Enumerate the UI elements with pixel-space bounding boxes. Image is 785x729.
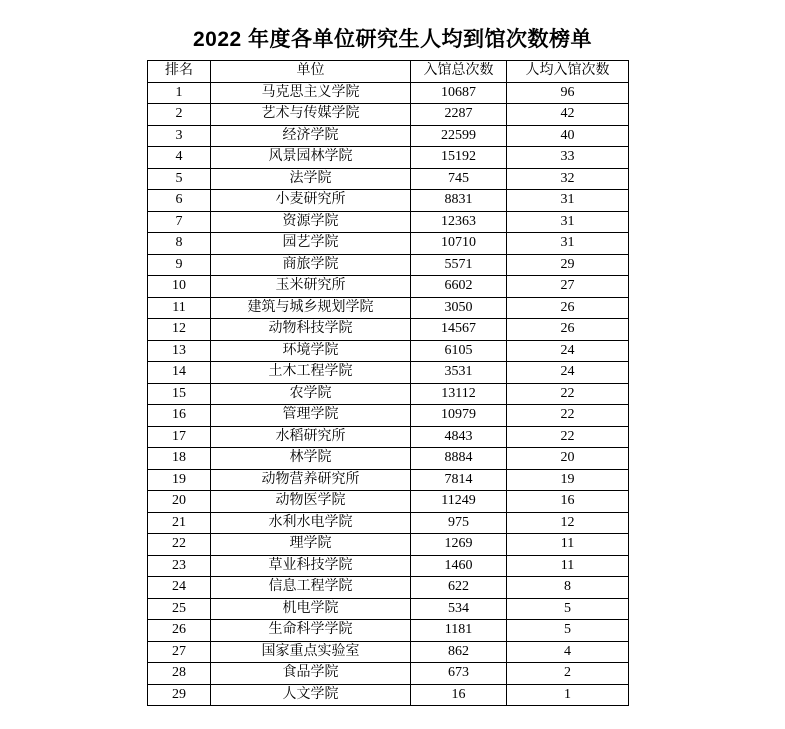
rank-cell: 9 [148,254,211,276]
total-visits-cell: 3531 [411,362,507,384]
total-visits-cell: 7814 [411,469,507,491]
rank-cell: 21 [148,512,211,534]
document-page [0,28,785,729]
total-visits-cell: 11249 [411,491,507,513]
per-capita-cell: 31 [507,211,629,233]
per-capita-cell: 22 [507,405,629,427]
rank-cell: 4 [148,147,211,169]
total-visits-cell: 5571 [411,254,507,276]
rank-cell: 16 [148,405,211,427]
unit-cell: 土木工程学院 [211,362,411,384]
per-capita-cell: 31 [507,233,629,255]
total-visits-cell: 673 [411,663,507,685]
table-row [148,555,629,577]
total-visits-cell: 10710 [411,233,507,255]
unit-cell: 动物科技学院 [211,319,411,341]
per-capita-cell: 11 [507,555,629,577]
unit-cell: 信息工程学院 [211,577,411,599]
per-capita-cell: 20 [507,448,629,470]
table-row [148,469,629,491]
rank-cell: 11 [148,297,211,319]
table-body [148,82,629,706]
header-unit: 单位 [211,61,411,83]
unit-cell: 生命科学学院 [211,620,411,642]
unit-cell: 商旅学院 [211,254,411,276]
unit-cell: 园艺学院 [211,233,411,255]
total-visits-cell: 1460 [411,555,507,577]
total-visits-cell: 622 [411,577,507,599]
unit-cell: 经济学院 [211,125,411,147]
per-capita-cell: 19 [507,469,629,491]
unit-cell: 食品学院 [211,663,411,685]
unit-cell: 理学院 [211,534,411,556]
rank-cell: 5 [148,168,211,190]
rank-cell: 12 [148,319,211,341]
rank-cell: 19 [148,469,211,491]
table-row [148,125,629,147]
table-row [148,211,629,233]
per-capita-cell: 24 [507,362,629,384]
total-visits-cell: 8831 [411,190,507,212]
total-visits-cell: 1181 [411,620,507,642]
total-visits-cell: 14567 [411,319,507,341]
per-capita-cell: 33 [507,147,629,169]
total-visits-cell: 2287 [411,104,507,126]
per-capita-cell: 12 [507,512,629,534]
rank-cell: 1 [148,82,211,104]
rank-cell: 26 [148,620,211,642]
total-visits-cell: 3050 [411,297,507,319]
per-capita-cell: 1 [507,684,629,706]
per-capita-cell: 16 [507,491,629,513]
rank-cell: 17 [148,426,211,448]
rank-cell: 13 [148,340,211,362]
table-row [148,448,629,470]
table-row [148,254,629,276]
table-row [148,82,629,104]
per-capita-cell: 32 [507,168,629,190]
table-header [148,61,629,83]
table-row [148,641,629,663]
table-row [148,147,629,169]
total-visits-cell: 13112 [411,383,507,405]
total-visits-cell: 6105 [411,340,507,362]
table-row [148,297,629,319]
per-capita-cell: 42 [507,104,629,126]
per-capita-cell: 40 [507,125,629,147]
rank-cell: 14 [148,362,211,384]
per-capita-cell: 8 [507,577,629,599]
total-visits-cell: 12363 [411,211,507,233]
header-row [148,61,629,83]
rank-cell: 24 [148,577,211,599]
header-total-visits: 入馆总次数 [411,61,507,83]
rank-cell: 6 [148,190,211,212]
rank-cell: 23 [148,555,211,577]
unit-cell: 动物医学院 [211,491,411,513]
total-visits-cell: 1269 [411,534,507,556]
unit-cell: 玉米研究所 [211,276,411,298]
per-capita-cell: 31 [507,190,629,212]
table-row [148,577,629,599]
total-visits-cell: 975 [411,512,507,534]
table-row [148,383,629,405]
unit-cell: 马克思主义学院 [211,82,411,104]
rank-cell: 18 [148,448,211,470]
page-title: 2022 年度各单位研究生人均到馆次数榜单 [192,28,593,51]
rank-cell: 8 [148,233,211,255]
total-visits-cell: 534 [411,598,507,620]
unit-cell: 管理学院 [211,405,411,427]
table-row [148,276,629,298]
unit-cell: 动物营养研究所 [211,469,411,491]
per-capita-cell: 5 [507,598,629,620]
unit-cell: 人文学院 [211,684,411,706]
per-capita-cell: 5 [507,620,629,642]
ranking-table [147,60,629,706]
table-row [148,340,629,362]
unit-cell: 小麦研究所 [211,190,411,212]
table-row [148,233,629,255]
table-row [148,104,629,126]
table-row [148,319,629,341]
rank-cell: 15 [148,383,211,405]
per-capita-cell: 26 [507,319,629,341]
per-capita-cell: 24 [507,340,629,362]
table-row [148,684,629,706]
table-row [148,405,629,427]
unit-cell: 机电学院 [211,598,411,620]
unit-cell: 草业科技学院 [211,555,411,577]
total-visits-cell: 22599 [411,125,507,147]
unit-cell: 农学院 [211,383,411,405]
table-row [148,512,629,534]
table-row [148,426,629,448]
table-row [148,598,629,620]
table-row [148,362,629,384]
unit-cell: 建筑与城乡规划学院 [211,297,411,319]
per-capita-cell: 2 [507,663,629,685]
total-visits-cell: 16 [411,684,507,706]
table-row [148,491,629,513]
total-visits-cell: 10687 [411,82,507,104]
per-capita-cell: 26 [507,297,629,319]
table-row [148,534,629,556]
rank-cell: 10 [148,276,211,298]
rank-cell: 7 [148,211,211,233]
per-capita-cell: 22 [507,426,629,448]
total-visits-cell: 745 [411,168,507,190]
unit-cell: 水稻研究所 [211,426,411,448]
rank-cell: 25 [148,598,211,620]
per-capita-cell: 4 [507,641,629,663]
rank-cell: 29 [148,684,211,706]
unit-cell: 林学院 [211,448,411,470]
table-row [148,663,629,685]
total-visits-cell: 4843 [411,426,507,448]
total-visits-cell: 8884 [411,448,507,470]
unit-cell: 国家重点实验室 [211,641,411,663]
table-row [148,190,629,212]
total-visits-cell: 862 [411,641,507,663]
rank-cell: 28 [148,663,211,685]
total-visits-cell: 10979 [411,405,507,427]
table-row [148,620,629,642]
rank-cell: 2 [148,104,211,126]
rank-cell: 3 [148,125,211,147]
unit-cell: 风景园林学院 [211,147,411,169]
unit-cell: 艺术与传媒学院 [211,104,411,126]
unit-cell: 水利水电学院 [211,512,411,534]
per-capita-cell: 96 [507,82,629,104]
per-capita-cell: 11 [507,534,629,556]
per-capita-cell: 22 [507,383,629,405]
per-capita-cell: 29 [507,254,629,276]
header-rank: 排名 [148,61,211,83]
total-visits-cell: 6602 [411,276,507,298]
unit-cell: 资源学院 [211,211,411,233]
unit-cell: 环境学院 [211,340,411,362]
total-visits-cell: 15192 [411,147,507,169]
rank-cell: 22 [148,534,211,556]
per-capita-cell: 27 [507,276,629,298]
header-per-capita-visits: 人均入馆次数 [507,61,629,83]
unit-cell: 法学院 [211,168,411,190]
rank-cell: 20 [148,491,211,513]
table-row [148,168,629,190]
rank-cell: 27 [148,641,211,663]
